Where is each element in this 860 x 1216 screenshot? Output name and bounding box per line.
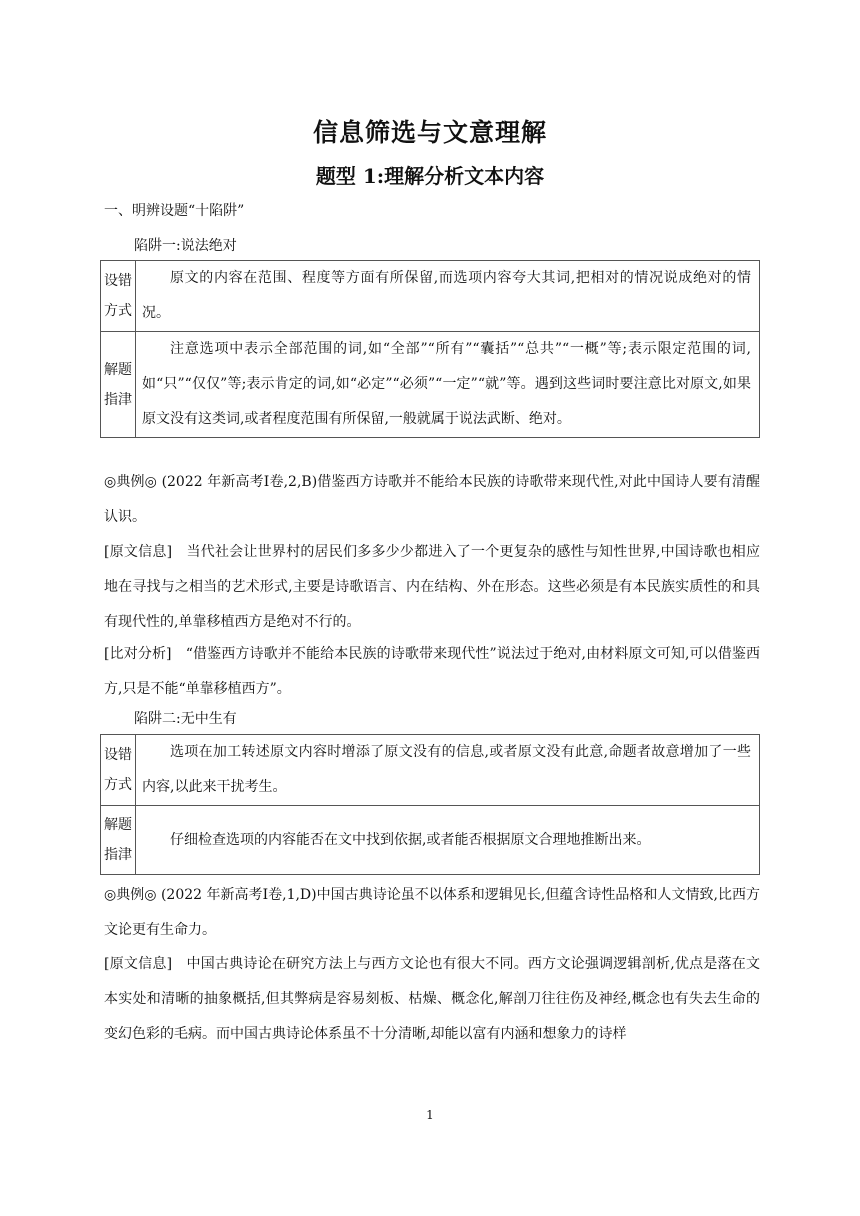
trap-heading-2: 陷阱二:无中生有 — [134, 711, 237, 727]
table-row — [101, 332, 760, 438]
example-source-2: [原文信息] 中国古典诗论在研究方法上与西方文论也有很大不同。西方文论强调逻辑剖析,优点是落在文本实处和清晰的抽象概括,但其弊病是容易刻板、枯燥、概念化,解剖刀往往伤及神经,概念也有失去生命的变幻色彩的毛病。而中国古典诗论体系虽不十分清晰,却能以富有内涵和想象力的诗样 — [104, 956, 760, 1042]
page-subtitle: 题型 1:理解分析文本内容 — [315, 164, 545, 188]
trap-table-2 — [100, 734, 760, 875]
row-text: 原文的内容在范围、程度等方面有所保留,而选项内容夸大其词,把相对的情况说成绝对的情况。 — [136, 261, 760, 332]
example-question-2: ◎典例◎ (2022 年新高考Ⅰ卷,1,D)中国古典诗论虽不以体系和逻辑见长,但蕴含诗性品格和人文情致,比西方文论更有生命力。 — [104, 887, 760, 938]
table-row — [101, 735, 760, 806]
row-label: 设错方式 — [101, 735, 136, 806]
table-row — [101, 261, 760, 332]
row-text: 注意选项中表示全部范围的词,如“全部”“所有”“囊括”“总共”“一概”等;表示限定范围的词,如“只”“仅仅”等;表示肯定的词,如“必定”“必须”“一定”“就”等。遇到这些词时要注意比对原文,如果原文没有这类词,或者程度范围有所保留,一般就属于说法武断、绝对。 — [136, 332, 760, 438]
trap-table-1 — [100, 260, 760, 438]
row-label: 解题指津 — [101, 332, 136, 438]
row-label: 设错方式 — [101, 261, 136, 332]
example-analysis-1: [比对分析] “借鉴西方诗歌并不能给本民族的诗歌带来现代性”说法过于绝对,由材料原文可知,可以借鉴西方,只是不能“单靠移植西方”。 — [104, 646, 760, 697]
section-heading: 一、明辨设题“十陷阱” — [104, 203, 245, 219]
row-label: 解题指津 — [101, 806, 136, 875]
table-row — [101, 806, 760, 875]
trap-heading-1: 陷阱一:说法绝对 — [134, 238, 237, 254]
page-number: 1 — [426, 1108, 434, 1122]
row-text: 选项在加工转述原文内容时增添了原文没有的信息,或者原文没有此意,命题者故意增加了一些内容,以此来干扰考生。 — [136, 735, 760, 806]
example-source-1: [原文信息] 当代社会让世界村的居民们多多少少都进入了一个更复杂的感性与知性世界,中国诗歌也相应地在寻找与之相当的艺术形式,主要是诗歌语言、内在结构、外在形态。这些必须是有本民族实质性的和具有现代性的,单靠移植西方是绝对不行的。 — [104, 544, 760, 630]
row-text: 仔细检查选项的内容能否在文中找到依据,或者能否根据原文合理地推断出来。 — [136, 806, 760, 875]
example-question-1: ◎典例◎ (2022 年新高考Ⅰ卷,2,B)借鉴西方诗歌并不能给本民族的诗歌带来现代性,对此中国诗人要有清醒认识。 — [104, 474, 760, 525]
page-title: 信息筛选与文意理解 — [312, 118, 547, 147]
